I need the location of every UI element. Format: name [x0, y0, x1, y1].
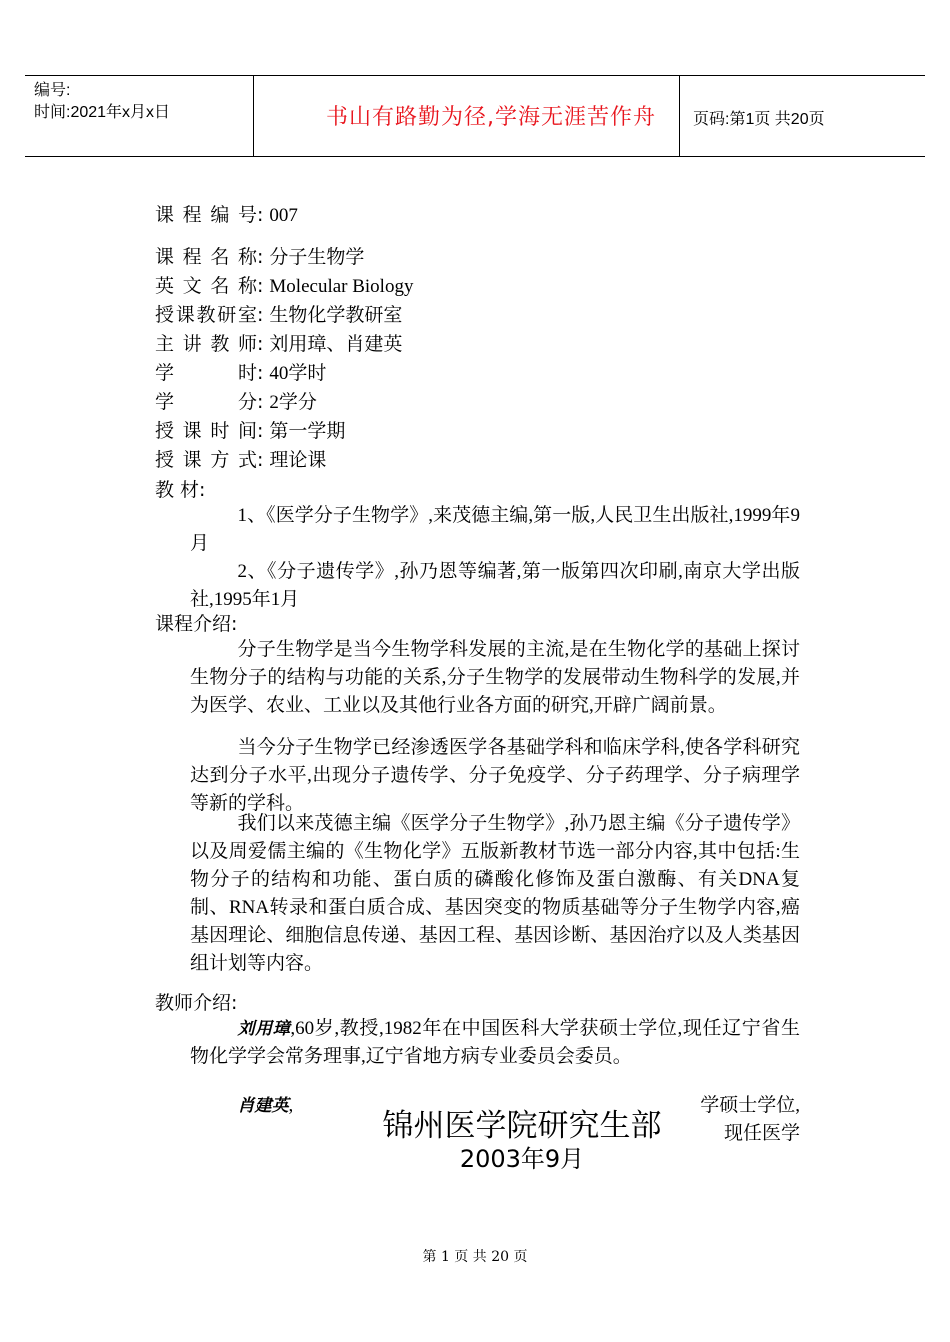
field-value: Molecular Biology: [269, 276, 414, 297]
field-course-name: 课程名称: 分子生物学: [155, 246, 365, 268]
teacher-bio: ,60岁,教授,1982年在中国医科大学获硕士学位,现任辽宁省生物化学学会常务理事,辽宁省地方病专业委员会委员。: [190, 1018, 800, 1067]
field-label: 学分: [155, 391, 257, 413]
field-label: 授课方式: [155, 449, 257, 471]
course-intro-title: 课程介绍:: [155, 613, 238, 635]
field-label: 主讲教师: [155, 333, 257, 355]
organization-name: 锦州医学院研究生部: [372, 1106, 672, 1146]
field-label: 课程编号: [155, 204, 257, 226]
teacher-bio-fragment: 学硕士学位,现任医学: [700, 1095, 800, 1144]
teacher-name: 刘用璋: [237, 1019, 291, 1039]
course-intro-paragraph: 当今分子生物学已经渗透医学各基础学科和临床学科,使各学科研究达到分子水平,出现分子遗传学、分子免疫学、分子药理学、分子病理学等新的学科。: [190, 737, 800, 814]
page-footer: 第 1 页 共 20 页: [422, 1249, 528, 1265]
teacher-intro-title: 教师介绍:: [155, 992, 238, 1014]
field-hours: 学时: 40学时: [155, 362, 327, 384]
field-value: 2学分: [269, 392, 317, 413]
field-value: 第一学期: [269, 421, 346, 442]
textbook-item: 2、《分子遗传学》,孙乃恩等编著,第一版第四次印刷,南京大学出版社,1995年1月: [190, 561, 800, 610]
field-label: 授课时间: [155, 420, 257, 442]
header-number-label: 编号:: [34, 82, 71, 99]
document-date: 2003年9月: [459, 1145, 585, 1173]
field-lecturers: 主讲教师: 刘用璋、肖建英: [155, 333, 403, 355]
field-term: 授课时间: 第一学期: [155, 420, 346, 442]
field-label: 英文名称: [155, 275, 257, 297]
field-value: 生物化学教研室: [269, 305, 403, 326]
header-time-label: 时间:2021年x月x日: [34, 104, 171, 121]
field-value: 分子生物学: [269, 247, 365, 268]
teacher-name: 肖建英: [237, 1096, 289, 1116]
teacher-intro-paragraph: [190, 1015, 800, 1071]
header-motto: 书山有路勤为径,学海无涯苦作舟: [326, 105, 656, 130]
field-label: 课程名称: [155, 246, 257, 268]
teacher-bio: ,: [288, 1095, 294, 1116]
field-label: 学时: [155, 362, 257, 384]
field-english-name: 英文名称: Molecular Biology: [155, 275, 414, 297]
page-header: [25, 75, 925, 157]
header-divider: [679, 76, 680, 156]
course-intro-paragraph: 分子生物学是当今生物学科发展的主流,是在生物化学的基础上探讨生物分子的结构与功能的关系,分子生物学的发展带动生物科学的发展,并为医学、农业、工业以及其他行业各方面的研究,开辟广阔前景。: [190, 639, 800, 716]
header-page-info: 页码:第1页 共20页: [693, 111, 825, 128]
field-value: 007: [269, 205, 298, 226]
field-label: 授课教研室: [155, 304, 257, 326]
field-teaching-mode: 授课方式: 理论课: [155, 449, 327, 471]
header-meta: [34, 80, 170, 124]
field-department: 授课教研室: 生物化学教研室: [155, 304, 403, 326]
textbook-title: 教 材:: [155, 479, 206, 501]
field-value: 理论课: [269, 450, 327, 471]
header-divider: [253, 76, 254, 156]
field-credits: 学分: 2学分: [155, 391, 317, 413]
textbook-item: 1、《医学分子生物学》,来茂德主编,第一版,人民卫生出版社,1999年9月: [190, 505, 800, 554]
course-intro-paragraph: 我们以来茂德主编《医学分子生物学》,孙乃恩主编《分子遗传学》以及周爱儒主编的《生物化学》五版新教材节选一部分内容,其中包括:生物分子的结构和功能、蛋白质的磷酸化修饰及蛋白激酶、有关DNA复制、RNA转录和蛋白质合成、基因突变的物质基础等分子生物学内容,癌基因理论、细胞信息传递、基因工程、基因诊断、基因治疗以及人类基因组计划等内容。: [190, 813, 800, 974]
field-value: 40学时: [269, 363, 327, 384]
field-value: 刘用璋、肖建英: [269, 334, 403, 355]
field-course-number: 课程编号: 007: [155, 204, 298, 226]
